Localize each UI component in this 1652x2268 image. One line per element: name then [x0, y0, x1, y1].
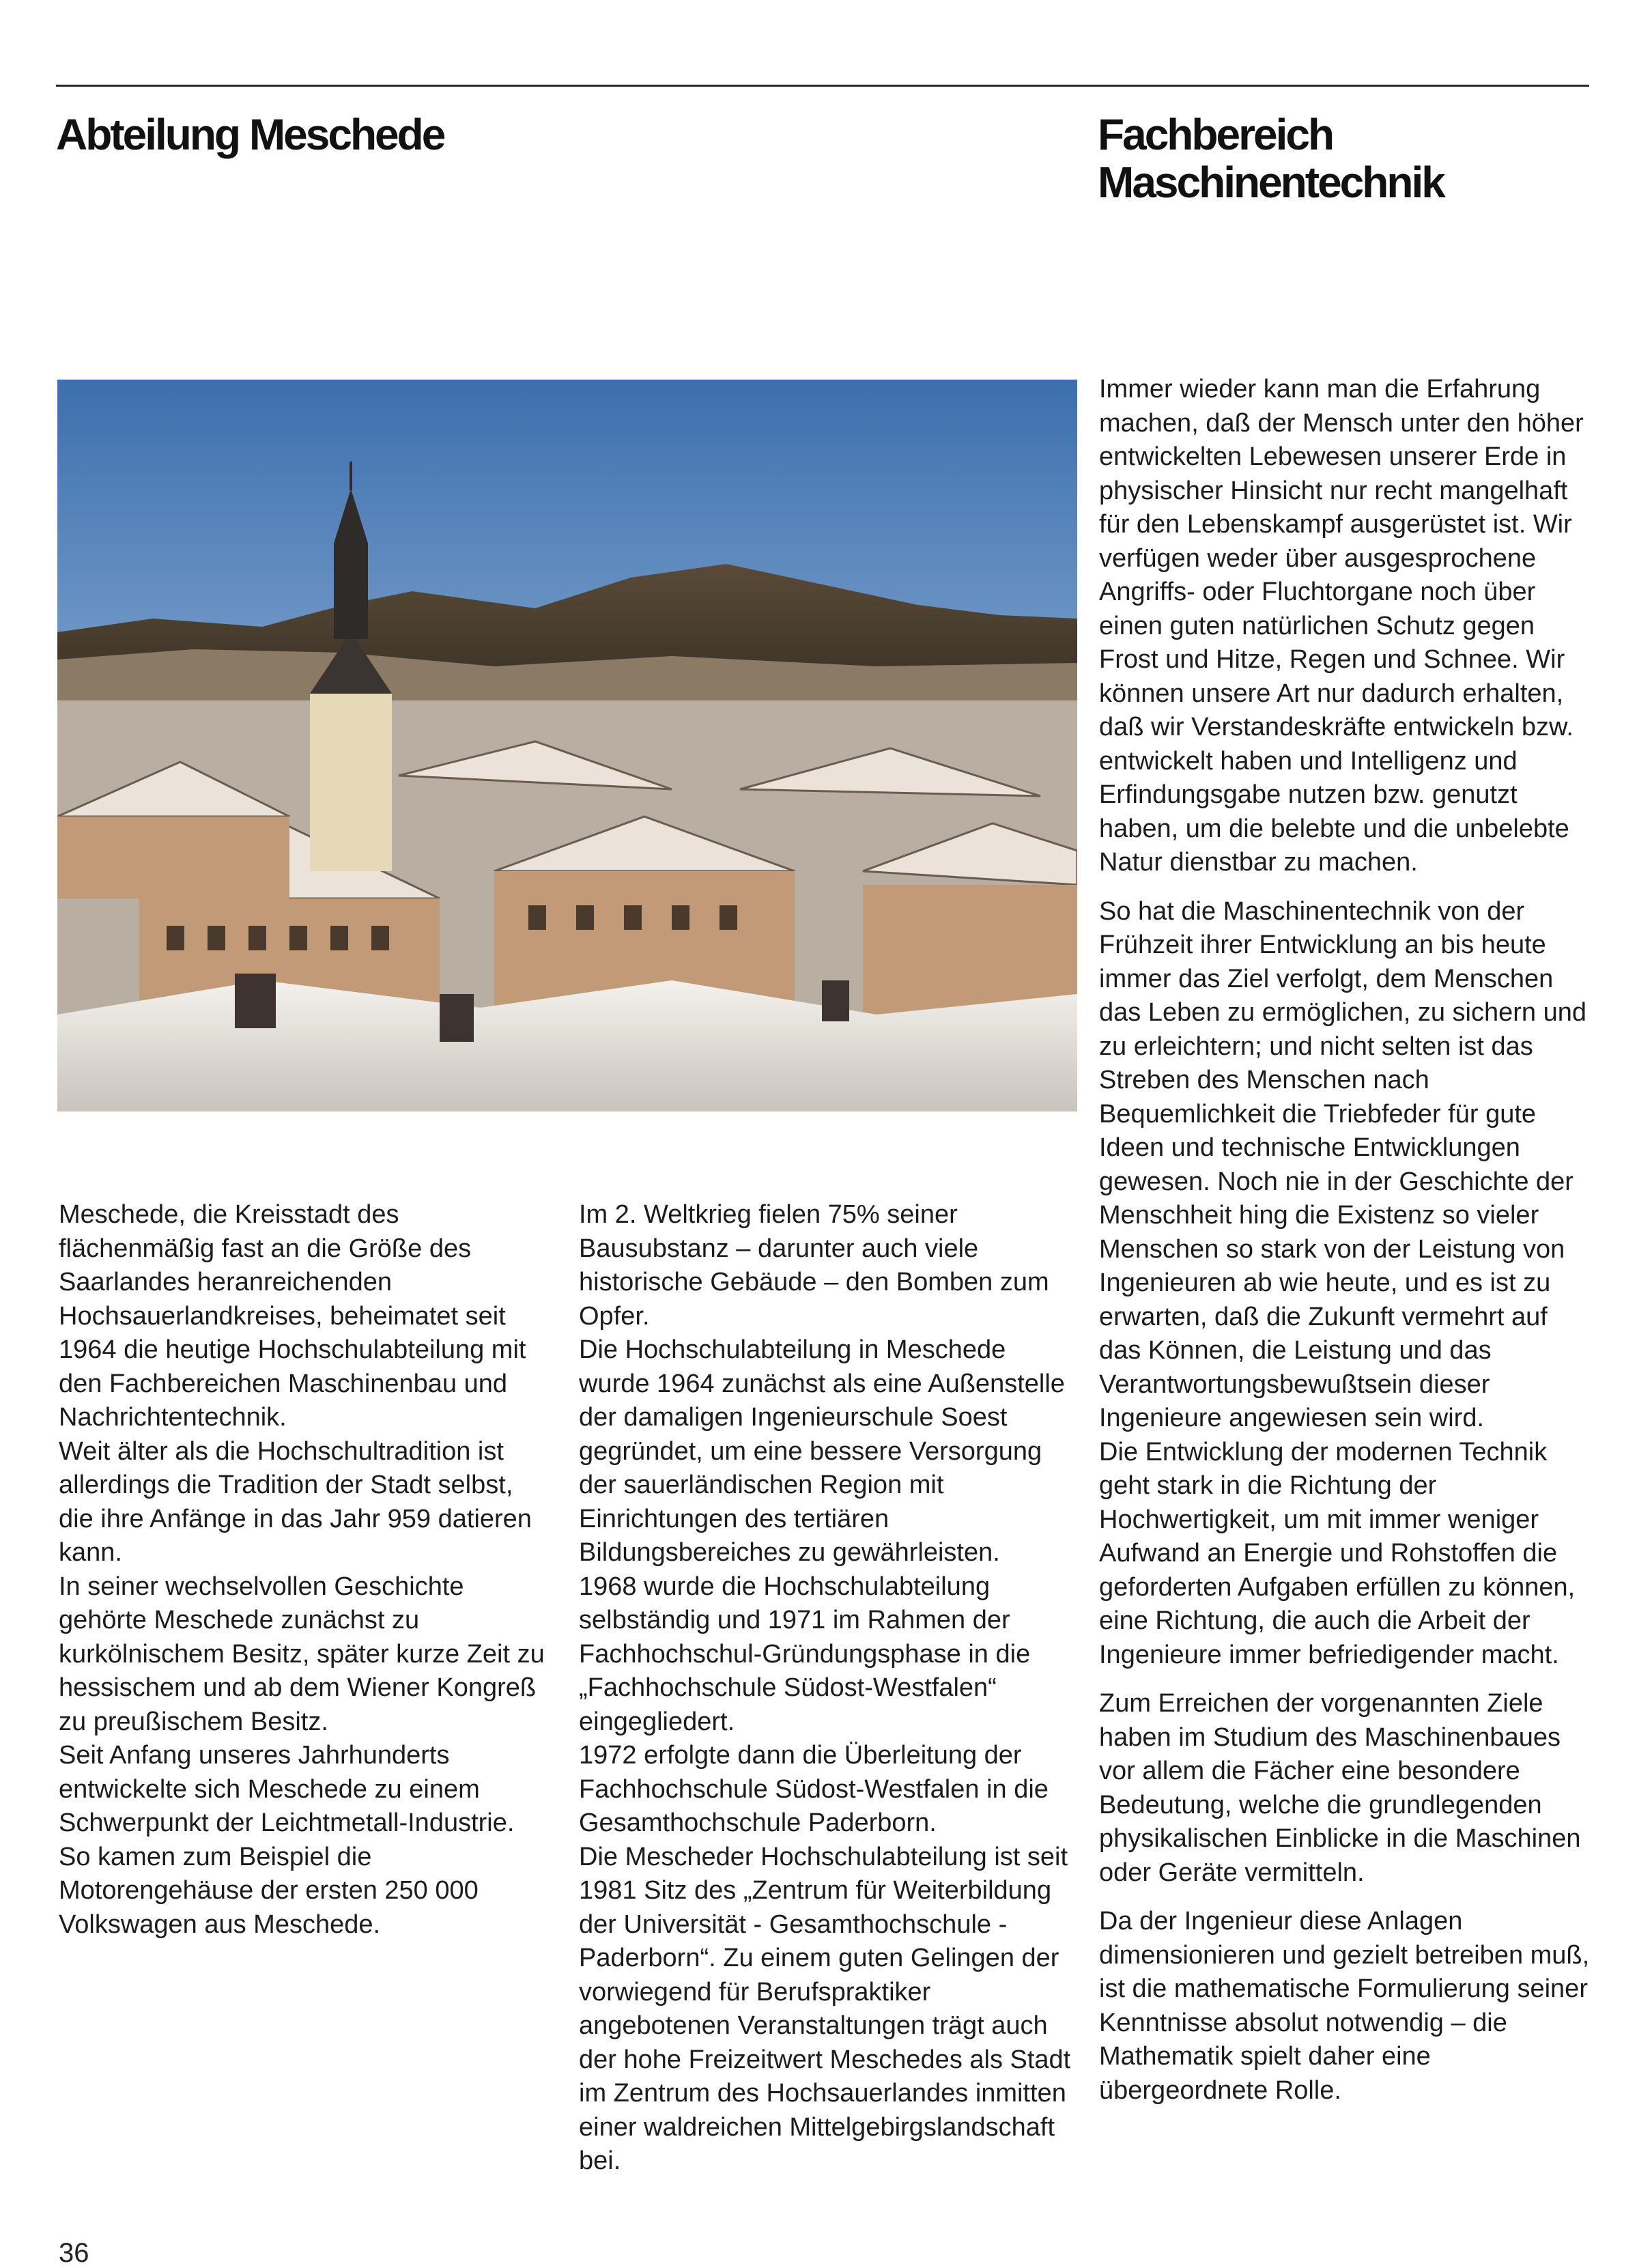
paragraph: So hat die Maschinentechnik von der Frühzeit ihrer Entwicklung an bis heute immer das Ziel verfolgt, dem Menschen das Leben zu ermöglichen, zu sichern und zu erleichtern; und nicht selten ist das Streben des Menschen nach Bequemlichkeit die Triebfeder für gute Ideen und technische Entwicklungen gewesen. Noch nie in der Geschichte der Menschheit hing die Existenz so vieler Menschen so stark von der Leistung von Ingenieuren ab wie heute, und es ist zu erwarten, daß die Zukunft vermehrt auf das Können, die Leistung und das Verantwortungsbewußtsein dieser Ingenieure angewiesen sein wird.: [1099, 896, 1587, 1432]
paragraph: 1968 wurde die Hochschulabteilung selbständig und 1971 im Rahmen der Fachhochschul-Gründungsphase in die „Fachhochschule Südost-Westfalen“ eingegliedert.: [579, 1572, 1031, 1736]
paragraph: Seit Anfang unseres Jahrhunderts entwickelte sich Meschede zu einem Schwerpunkt der Leichtmetall-Industrie. So kamen zum Beispiel die Motorengehäuse der ersten 250 000 Volkswagen aus Meschede.: [59, 1741, 515, 1939]
column-middle: [579, 1198, 1077, 2179]
column-left: [59, 1198, 550, 1942]
paragraph: Zum Erreichen der vorgenannten Ziele haben im Studium des Maschinenbaues vor allem die Fächer eine besondere Bedeutung, welche die grundlegenden physikalischen Einblicke in die Maschinen oder Geräte vermitteln.: [1099, 1689, 1581, 1887]
paragraph: In seiner wechselvollen Geschichte gehörte Meschede zunächst zu kurkölnischem Besitz, später kurze Zeit zu hessischem und ab dem Wiener Kongreß zu preußischem Besitz.: [59, 1572, 545, 1736]
paragraph: Die Mescheder Hochschulabteilung ist seit 1981 Sitz des „Zentrum für Weiterbildung der Universität - Gesamthochschule - Paderborn“. Zu einem guten Gelingen der vorwiegend für Berufspraktiker angebotenen Veranstaltungen trägt auch der hohe Freizeitwert Meschedes als Stadt im Zentrum des Hochsauerlandes inmitten einer waldreichen Mittelgebirgslandschaft bei.: [579, 1842, 1071, 2175]
heading-abteilung: Abteilung Meschede: [56, 110, 444, 159]
paragraph: Im 2. Weltkrieg fielen 75% seiner Bausubstanz – darunter auch viele historische Gebäude – den Bomben zum Opfer.: [579, 1200, 1049, 1331]
page-number: 36: [59, 2238, 89, 2268]
photo-icon: [57, 380, 1077, 1111]
paragraph: 1972 erfolgte dann die Überleitung der Fachhochschule Südost-Westfalen in die Gesamthochschule Paderborn.: [579, 1741, 1049, 1837]
paragraph: Meschede, die Kreisstadt des flächenmäßig fast an die Größe des Saarlandes heranreichenden Hochsauerlandkreises, beheimatet seit 1964 die heutige Hochschulabteilung mit den Fachbereichen Maschinenbau und Nachrichtentechnik.: [59, 1200, 526, 1432]
paragraph: Die Entwicklung der modernen Technik geht stark in die Richtung der Hochwertigkeit, um mit immer weniger Aufwand an Energie und Rohstoffen die geforderten Aufgaben erfüllen zu können, eine Richtung, die auch die Arbeit der Ingenieure immer befriedigender macht.: [1099, 1437, 1576, 1669]
column-right: [1099, 373, 1591, 2108]
heading-fachbereich: Fachbereich Maschinentechnik: [1098, 110, 1444, 207]
top-rule: [56, 85, 1589, 87]
paragraph: Immer wieder kann man die Erfahrung machen, daß der Mensch unter den höher entwickelten Lebewesen unserer Erde in physischer Hinsicht nur recht mangelhaft für den Lebenskampf ausgerüstet ist. Wir verfügen weder über ausgesprochene Angriffs- oder Fluchtorgane noch über einen guten natürlichen Schutz gegen Frost und Hitze, Regen und Schnee. Wir können unsere Art nur dadurch erhalten, daß wir Verstandeskräfte entwickeln bzw. entwickelt haben und Intelligenz und Erfindungsgabe nutzen bzw. genutzt haben, um die belebte und die unbelebte Natur dienstbar zu machen.: [1099, 375, 1584, 877]
paragraph: Da der Ingenieur diese Anlagen dimensionieren und gezielt betreiben muß, ist die mathematische Formulierung seiner Kenntnisse absolut notwendig – die Mathematik spielt daher eine übergeordnete Rolle.: [1099, 1907, 1590, 2105]
paragraph: Die Hochschulabteilung in Meschede wurde 1964 zunächst als eine Außenstelle der damaligen Ingenieurschule Soest gegründet, um eine bessere Versorgung der sauerländischen Region mit Einrichtungen des tertiären Bildungsbereiches zu gewährleisten.: [579, 1335, 1065, 1567]
paragraph: Weit älter als die Hochschultradition ist allerdings die Tradition der Stadt selbst, die ihre Anfänge in das Jahr 959 datieren kann.: [59, 1436, 532, 1567]
town-photo: [57, 380, 1077, 1111]
